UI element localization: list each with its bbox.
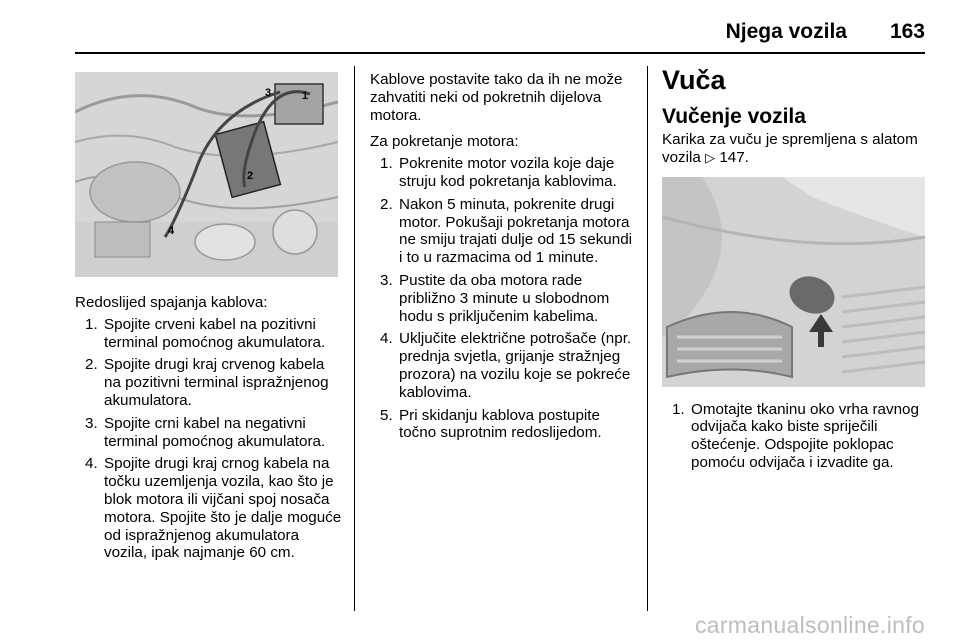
step-text: Pokrenite motor vozila koje daje struju kod pokretanja kablovima.: [399, 155, 617, 190]
list-item: [370, 272, 638, 325]
chapter-heading: Vuča: [662, 65, 726, 95]
towing-steps: [662, 401, 928, 472]
header-rule: [75, 52, 925, 54]
bumper-drawing: [662, 177, 925, 387]
cable-order-intro: Redoslijed spajanja kablova:: [75, 294, 268, 311]
page-number: 163: [889, 20, 925, 43]
step-number: 1.: [380, 155, 393, 173]
section-heading: Vučenje vozila: [662, 105, 806, 128]
engine-start-intro: Za pokretanje motora:: [370, 133, 519, 151]
step-text: Pustite da oba motora rade približno 3 minute u slobodnom hodu s priključenim kabelima.: [399, 271, 610, 325]
engine-start-steps: [370, 155, 638, 442]
step-number: 2.: [380, 195, 393, 213]
list-item: [75, 316, 343, 352]
step-text: Pri skidanju kablova postupite točno suprotnim redoslijedom.: [399, 406, 602, 442]
step-number: 3.: [380, 271, 393, 289]
step-text: Nakon 5 minuta, pokrenite drugi motor. Pokušaji pokretanja motora ne smiju trajati dulje od 15 sekundi i to u razmacima od 1 minute.: [399, 195, 633, 267]
list-item: [370, 407, 638, 443]
callout-4: 4: [168, 225, 175, 237]
list-item: [370, 196, 638, 267]
step-text: Spojite crni kabel na negativni terminal pomoćnog akumulatora.: [104, 414, 326, 450]
list-item: [75, 415, 343, 451]
towing-intro: [662, 131, 928, 167]
list-item: [370, 330, 638, 401]
bumper-illustration: [662, 177, 925, 387]
step-number: 4.: [85, 455, 98, 473]
list-item: [370, 155, 638, 191]
callout-1: 1: [302, 90, 309, 102]
engine-bay-drawing: [75, 72, 338, 277]
callout-2: 2: [247, 170, 254, 182]
step-number: 4.: [380, 330, 393, 348]
cable-routing-note: Kablove postavite tako da ih ne može zahvatiti neki od pokretnih dijelova motora.: [370, 71, 623, 124]
section-title: Njega vozila: [725, 20, 847, 43]
page-reference: 147.: [719, 148, 749, 166]
step-number: 1.: [85, 315, 98, 333]
list-item: [75, 356, 343, 409]
engine-bay-illustration: [75, 72, 338, 277]
callout-3: 3: [265, 87, 272, 99]
step-number: 5.: [380, 406, 393, 424]
watermark: carmanualsonline.info: [694, 612, 925, 638]
list-item: [662, 401, 928, 472]
step-text: Omotajte tkaninu oko vrha ravnog odvijača kako biste spriječili oštećenje. Odspojite poklopac pomoću odvijača i izvadite ga.: [691, 400, 919, 471]
step-number: 1.: [672, 400, 685, 418]
column-divider-left: [354, 66, 355, 611]
step-text: Spojite crveni kabel na pozitivni terminal pomoćnog akumulatora.: [104, 315, 326, 351]
towing-intro-text: Karika za vuču je spremljena s alatom vozila: [662, 131, 918, 166]
step-number: 2.: [85, 356, 98, 374]
step-text: Spojite drugi kraj crvenog kabela na pozitivni terminal ispražnjenog akumulatora.: [104, 356, 329, 409]
column-divider-right: [647, 66, 648, 611]
middle-column: [370, 71, 638, 447]
page-header: [75, 20, 925, 48]
left-column: [75, 72, 343, 567]
right-column: [662, 65, 928, 477]
list-item: [75, 455, 343, 562]
step-text: Uključite električne potrošače (npr. prednja svjetla, grijanje stražnjeg prozora) na vozilu koje se pokreće kablovima.: [399, 330, 632, 401]
step-number: 3.: [85, 414, 98, 432]
step-text: Spojite drugi kraj crnog kabela na točku uzemljenja vozila, kao što je blok motora ili vijčani spoj nosača motora. Spojite što je dalje moguće od ispražnjenog akumulatora vozila, ipak najmanje 60 cm.: [104, 455, 342, 562]
cable-order-steps: [75, 316, 343, 562]
page-reference-arrow-icon: ▷: [705, 149, 716, 165]
